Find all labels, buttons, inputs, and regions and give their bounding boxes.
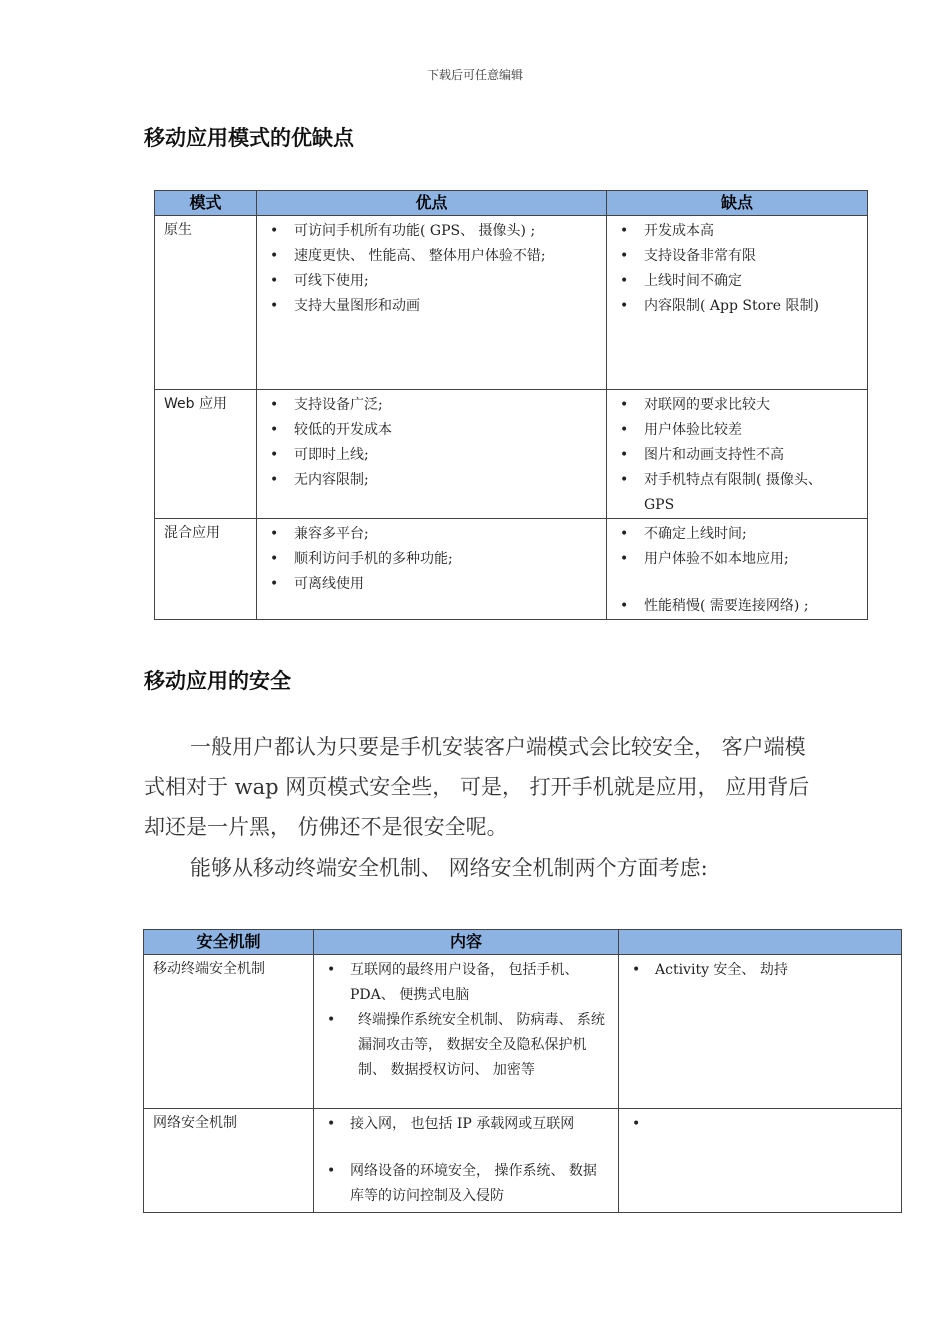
table-row bbox=[155, 390, 868, 519]
list-item: • 开发成本高 bbox=[620, 223, 714, 239]
list-item: • 接入网， 也包括 IP 承载网或互联网 bbox=[327, 1116, 575, 1132]
paragraph-intro: 一般用户都认为只要是手机安装客户端模式会比较安全， 客户端模式相对于 wap 网页模式安全些， 可是， 打开手机就是应用， 应用背后却还是一片黑， 仿佛还不是很安全呢。 bbox=[144, 735, 810, 839]
list-item: • 较低的开发成本 bbox=[270, 422, 392, 438]
content-list bbox=[314, 955, 618, 1083]
list-item: • 兼容多平台; bbox=[270, 526, 369, 542]
table-header-row bbox=[144, 930, 902, 955]
list-item: • 用户体验比较差 bbox=[620, 422, 742, 438]
list-item: • 不确定上线时间; bbox=[620, 526, 747, 542]
header-extra bbox=[619, 930, 902, 955]
mode-label: Web 应用 bbox=[164, 396, 227, 412]
list-item: • 无内容限制; bbox=[270, 472, 369, 488]
list-item: • 互联网的最终用户设备， 包括手机、 PDA、 便携式电脑 bbox=[327, 962, 579, 1003]
header-mechanism: 安全机制 bbox=[144, 930, 314, 955]
list-item: • 可访问手机所有功能( GPS、 摄像头) ; bbox=[270, 223, 536, 239]
header-pros: 优点 bbox=[257, 191, 607, 216]
list-spacer bbox=[314, 1137, 614, 1159]
list-item: • 性能稍慢( 需要连接网络) ; bbox=[620, 598, 809, 614]
modes-table bbox=[154, 190, 868, 620]
list-item: • 用户体验不如本地应用; bbox=[620, 551, 789, 567]
list-item: • 可线下使用; bbox=[270, 273, 369, 289]
page-header: 下载后可任意编辑 bbox=[426, 68, 523, 82]
pros-list bbox=[257, 216, 606, 319]
list-item: • 对联网的要求比较大 bbox=[620, 397, 770, 413]
extra-list: • bbox=[632, 1116, 641, 1132]
section-title-modes: 移动应用模式的优缺点 bbox=[144, 126, 354, 150]
extra-list bbox=[619, 955, 901, 983]
list-item: • 可即时上线; bbox=[270, 447, 369, 463]
list-item: • 内容限制( App Store 限制) bbox=[620, 298, 819, 314]
security-table bbox=[143, 929, 902, 1213]
header-cons: 缺点 bbox=[607, 191, 868, 216]
cons-list bbox=[607, 519, 867, 619]
list-item: • 图片和动画支持性不高 bbox=[620, 447, 784, 463]
header-mode: 模式 bbox=[155, 191, 257, 216]
list-item: • 速度更快、 性能高、 整体用户体验不错; bbox=[270, 248, 546, 264]
list-item: • 支持设备非常有限 bbox=[620, 248, 756, 264]
header-content: 内容 bbox=[314, 930, 619, 955]
mode-label: 混合应用 bbox=[164, 525, 220, 541]
mechanism-label: 网络安全机制 bbox=[153, 1115, 237, 1131]
list-item: • Activity 安全、 劫持 bbox=[632, 962, 788, 978]
table-header-row bbox=[155, 191, 868, 216]
list-item: • 上线时间不确定 bbox=[620, 273, 742, 289]
table-row bbox=[155, 216, 868, 390]
mechanism-label: 移动终端安全机制 bbox=[153, 961, 265, 977]
table-row bbox=[155, 519, 868, 620]
mode-label: 原生 bbox=[164, 222, 192, 238]
list-item: • 顺利访问手机的多种功能; bbox=[270, 551, 453, 567]
pros-list bbox=[257, 390, 606, 493]
list-spacer bbox=[607, 572, 863, 594]
list-item: • 支持大量图形和动画 bbox=[270, 298, 420, 314]
cons-list bbox=[607, 390, 867, 518]
table-row bbox=[144, 955, 902, 1109]
paragraph-aspects: 能够从移动终端安全机制、 网络安全机制两个方面考虑: bbox=[190, 856, 708, 880]
list-item: • 网络设备的环境安全， 操作系统、 数据库等的访问控制及入侵防 bbox=[327, 1163, 597, 1204]
table-row bbox=[144, 1109, 902, 1213]
pros-list bbox=[257, 519, 606, 597]
section-title-security: 移动应用的安全 bbox=[144, 669, 291, 693]
list-item: • 对手机特点有限制( 摄像头、 GPS bbox=[620, 472, 822, 513]
cons-list bbox=[607, 216, 867, 319]
list-item: • 支持设备广泛; bbox=[270, 397, 383, 413]
content-list bbox=[314, 1109, 618, 1209]
list-item: • 终端操作系统安全机制、 防病毒、 系统漏洞攻击等， 数据安全及隐私保护机制、 数据授权访问、 加密等 bbox=[327, 1012, 605, 1078]
list-item: • 可离线使用 bbox=[270, 576, 364, 592]
